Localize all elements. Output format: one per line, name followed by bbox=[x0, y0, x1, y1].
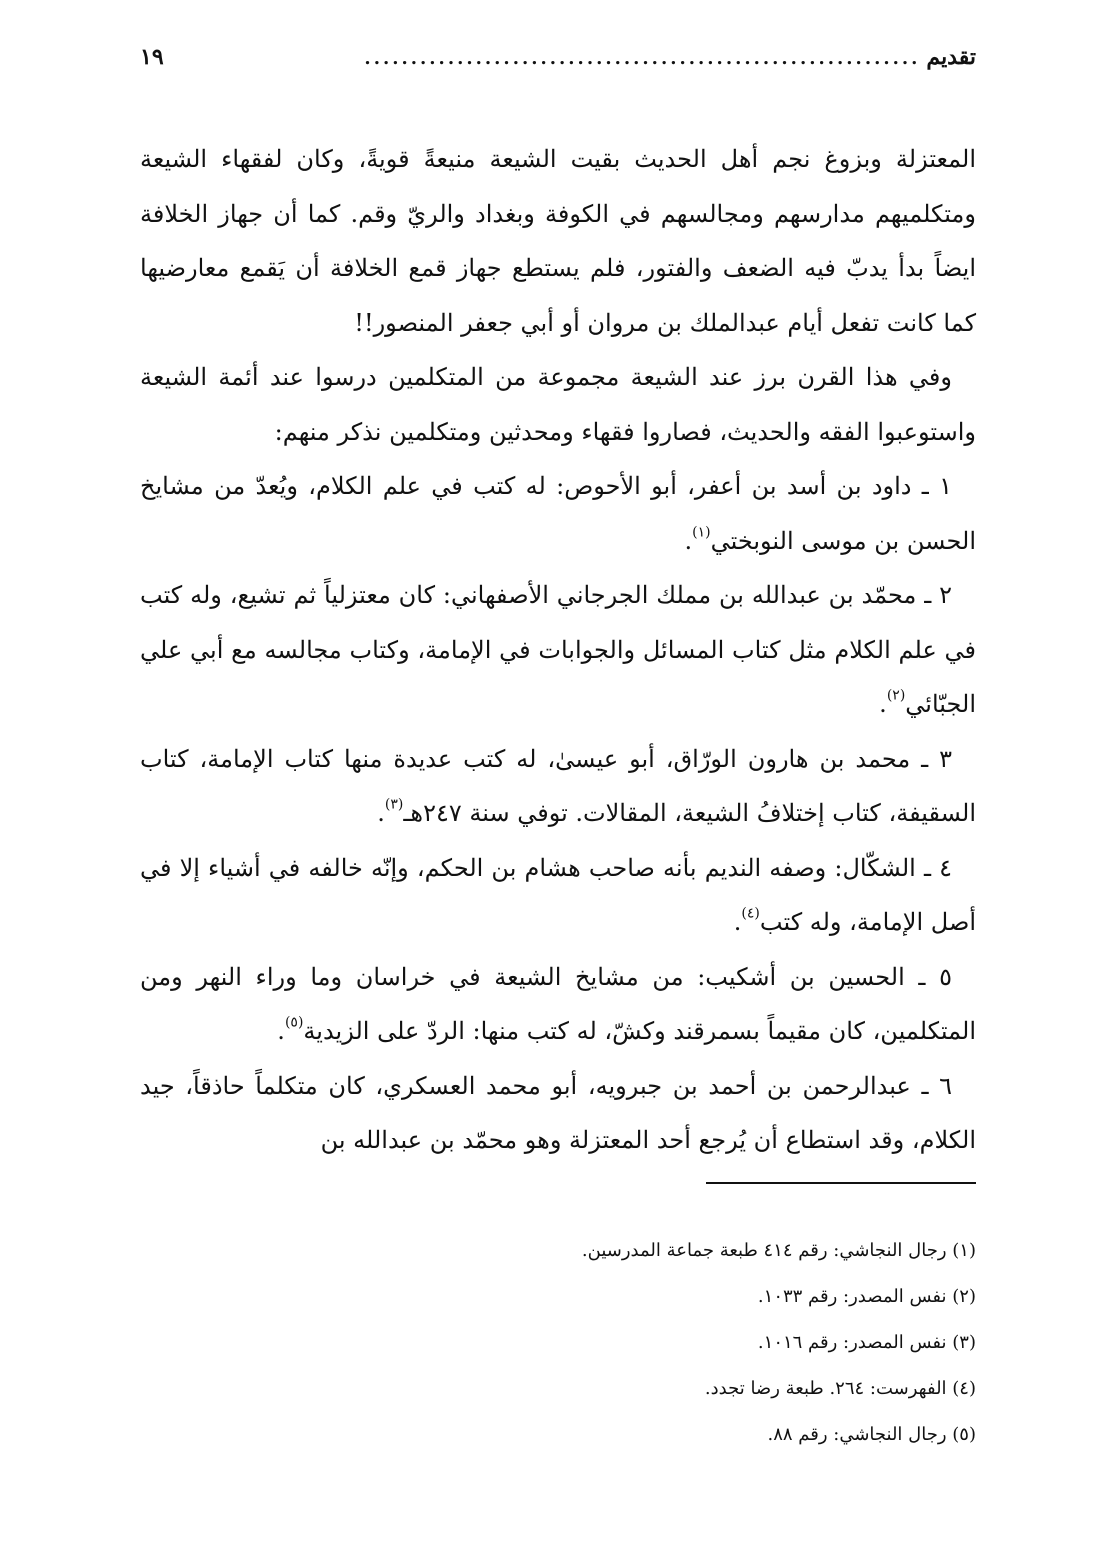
footnote-2: (٢) نفس المصدر: رقم ١٠٣٣. bbox=[757, 1286, 976, 1307]
footnote-ref[interactable]: (٣) bbox=[384, 796, 404, 813]
paragraph-text: ٦ ـ عبدالرحمن بن أحمد بن جبرويه، أبو محمد العسكري، كان متكلماً حاذقاً، جيد الكلام، وقد استطاع أن يُرجع أحد المعتزلة وهو محمّد بن عبدالله بن bbox=[140, 1071, 976, 1154]
header-title: تقديم bbox=[926, 44, 976, 70]
footnote-4: (٤) الفهرست: ٢٦٤. طبعة رضا تجدد. bbox=[704, 1378, 976, 1399]
body-text bbox=[140, 132, 976, 1168]
paragraph-text: ٥ ـ الحسين بن أشكيب: من مشايخ الشيعة في خراسان وما وراء النهر ومن المتكلمين، كان مقيماً بسمرقند وكشّ، له كتب منها: الردّ على الزيدية bbox=[140, 962, 976, 1045]
paragraph-text: ١ ـ داود بن أسد بن أعفر، أبو الأحوص: له كتب في علم الكلام، ويُعدّ من مشايخ الحسن بن موسى النوبختي bbox=[140, 472, 976, 555]
paragraph-text: ٤ ـ الشكّال: وصفه النديم بأنه صاحب هشام بن الحكم، وإنّه خالفه في أشياء إلا في أصل الإمامة، وله كتب bbox=[140, 853, 976, 936]
paragraph-intro bbox=[140, 132, 976, 350]
paragraph-text: وفي هذا القرن برز عند الشيعة مجموعة من المتكلمين درسوا عند أئمة الشيعة واستوعبوا الفقه والحديث، فصاروا فقهاء ومحدثين ومتكلمين نذكر منهم: bbox=[140, 363, 976, 446]
footnote-separator bbox=[706, 1182, 976, 1184]
footnote-ref[interactable]: (٥) bbox=[284, 1014, 304, 1031]
footnote-3: (٣) نفس المصدر: رقم ١٠١٦. bbox=[757, 1332, 976, 1353]
paragraph-text: ٢ ـ محمّد بن عبدالله بن مملك الجرجاني الأصفهاني: كان معتزلياً ثم تشيع، وله كتب في علم الكلام مثل كتاب المسائل والجوابات في الإمامة، وكتاب مجالسه مع أبي علي الجبّائي bbox=[140, 581, 976, 718]
list-item-6 bbox=[140, 1059, 976, 1168]
footnote-5: (٥) رجال النجاشي: رقم ٨٨. bbox=[767, 1424, 976, 1445]
list-item-3: ٣ ـ محمد بن هارون الورّاق، أبو عيسىٰ، له كتب عديدة منها كتاب الإمامة، كتاب السقيفة، كتاب إختلافُ الشيعة، المقالات. توفي سنة ٢٤٧هـ$^{(٣)}$. bbox=[140, 744, 976, 827]
paragraph-theologians bbox=[140, 350, 976, 459]
footnote-ref[interactable]: (١) bbox=[692, 523, 711, 540]
footnote-1: (١) رجال النجاشي: رقم ٤١٤ طبعة جماعة المدرسين. bbox=[581, 1240, 976, 1261]
list-item-4: ٤ ـ الشكّال: وصفه النديم بأنه صاحب هشام بن الحكم، وإنّه خالفه في أشياء إلا في أصل الإمامة، وله كتب$^{(٤)}$. bbox=[140, 853, 976, 936]
list-item-5: ٥ ـ الحسين بن أشكيب: من مشايخ الشيعة في خراسان وما وراء النهر ومن المتكلمين، كان مقيماً بسمرقند وكشّ، له كتب منها: الردّ على الزيدية$^{(٥)}$. bbox=[140, 962, 976, 1045]
footnote-ref[interactable]: (٢) bbox=[886, 687, 906, 704]
list-item-2: ٢ ـ محمّد بن عبدالله بن مملك الجرجاني الأصفهاني: كان معتزلياً ثم تشيع، وله كتب في علم الكلام مثل كتاب المسائل والجوابات في الإمامة، وكتاب مجالسه مع أبي علي الجبّائي$^{(٢)}$. bbox=[140, 581, 976, 718]
list-item-1: ١ ـ داود بن أسد بن أعفر، أبو الأحوص: له كتب في علم الكلام، ويُعدّ من مشايخ الحسن بن موسى النوبختي$^{(١)}$. bbox=[140, 472, 976, 555]
paragraph-text: المعتزلة وبزوغ نجم أهل الحديث بقيت الشيعة منيعةً قويةً، وكان لفقهاء الشيعة ومتكلميهم مدارسهم ومجالسهم في الكوفة وبغداد والريّ وقم. كما أن جهاز الخلافة ايضاً بدأ يدبّ فيه الضعف والفتور، فلم يستطع جهاز قمع الخلافة أن يَقمع معارضيها كما كانت تفعل أيام عبدالملك بن مروان أو أبي جعفر المنصور!! bbox=[140, 145, 976, 337]
book-page bbox=[140, 0, 976, 1546]
footnotes bbox=[140, 1228, 976, 1458]
page-number: ١٩ bbox=[140, 44, 164, 70]
header-leader-dots: ............................................................ bbox=[364, 48, 921, 69]
paragraph-text: ٣ ـ محمد بن هارون الورّاق، أبو عيسىٰ، له كتب عديدة منها كتاب الإمامة، كتاب السقيفة، كتاب إختلافُ الشيعة، المقالات. توفي سنة ٢٤٧هـ bbox=[140, 744, 976, 827]
footnote-ref[interactable]: (٤) bbox=[741, 905, 760, 922]
running-header bbox=[140, 44, 976, 80]
